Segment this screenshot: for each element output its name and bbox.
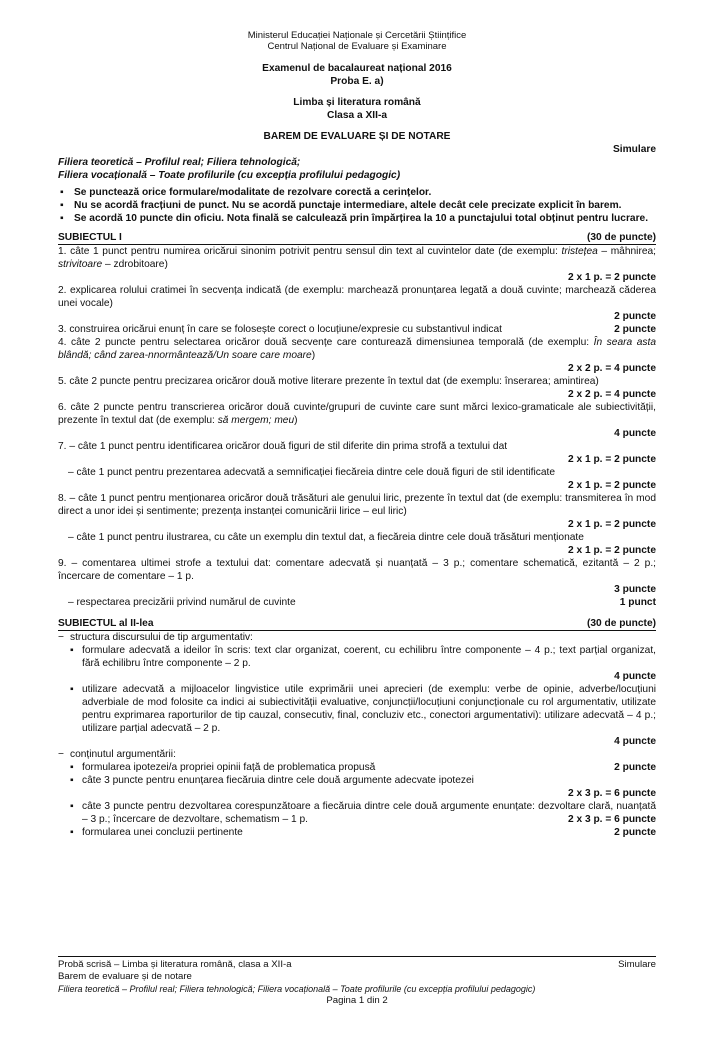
- footer-line-3: Filiera teoretică – Profilul real; Filiera tehnologică; Filiera vocațională – Toate profilurile (cu excepția profilului pedagogic): [58, 984, 536, 994]
- content-item-3: ▪ câte 3 puncte pentru dezvoltarea corespunzătoare a fiecăruia dintre cele două argumente enunțate: dezvoltare clară, nuanțată – 3 p.; încercare de dezvoltare, schematism – 1 p. 2 x 3 p. = 6 puncte: [58, 800, 656, 826]
- item-5-score: 2 x 2 p. = 4 puncte: [567, 389, 656, 400]
- item-5: 5. câte 2 puncte pentru precizarea oricăror două motive literare prezente în textul dat (de exemplu: înserarea; amintirea): [58, 376, 599, 387]
- item-7b-score: 2 x 1 p. = 2 puncte: [567, 480, 656, 491]
- rule-item: ▪ Nu se acordă fracțiuni de punct. Nu se acordă punctaje intermediare, altele decât cele precizate explicit în barem.: [58, 199, 656, 212]
- simulare-label: Simulare: [612, 144, 656, 155]
- item-1: 1. câte 1 punct pentru numirea oricărui sinonim potrivit pentru sensul din text al cuvintelor date (de exemplu: tristețea – mâhnirea; strivitoare – zdrobitoare): [58, 246, 656, 270]
- footer-simulare: Simulare: [618, 959, 656, 970]
- structure-item-1: ▪ formulare adecvată a ideilor în scris: text clar organizat, coerent, cu echilibru între componente – 4 p.; text parțial organizat, fără echilibru între componente – 2 p.: [58, 644, 656, 670]
- item-8b-score: 2 x 1 p. = 2 puncte: [567, 545, 656, 556]
- structure-heading: − structura discursului de tip argumentativ:: [58, 631, 656, 644]
- item-3: 3. construirea oricărui enunț în care se folosește corect o locuțiune/expresie cu substantivul indicat 2 puncte: [58, 324, 656, 335]
- item-7a: 7. – câte 1 punct pentru identificarea oricăror două figuri de stil diferite din prima strofă a textului dat: [58, 441, 508, 452]
- item-2-score: 2 puncte: [614, 311, 656, 322]
- proba-label: Proba E. a): [330, 76, 384, 87]
- section-1-heading: SUBIECTUL I (30 de puncte): [58, 232, 656, 243]
- rules-list: [58, 186, 656, 225]
- item-7b: – câte 1 punct pentru prezentarea adecvată a semnificației fiecăreia dintre cele două figuri de stil identificate: [68, 467, 556, 478]
- subject-label: Limba și literatura română: [293, 97, 421, 108]
- exam-title: Examenul de bacalaureat național 2016: [262, 63, 452, 74]
- content-item-4: ▪ formularea unei concluzii pertinente 2 puncte: [58, 826, 656, 839]
- footer-line-2: Barem de evaluare și de notare: [58, 971, 192, 982]
- item-8a-score: 2 x 1 p. = 2 puncte: [567, 519, 656, 530]
- item-1-score: 2 x 1 p. = 2 puncte: [567, 272, 656, 283]
- document-page: [58, 30, 656, 839]
- rule-item: ▪ Se punctează orice formulare/modalitate de rezolvare corectă a cerințelor.: [58, 186, 656, 199]
- class-label: Clasa a XII-a: [326, 110, 388, 121]
- rule-item: ▪ Se acordă 10 puncte din oficiu. Nota finală se calculează prin împărțirea la 10 a punctajului total obținut pentru lucrare.: [58, 212, 656, 225]
- item-7a-score: 2 x 1 p. = 2 puncte: [567, 454, 656, 465]
- item-6-score: 4 puncte: [614, 428, 656, 439]
- content-item-2: ▪ câte 3 puncte pentru enunțarea fiecăruia dintre cele două argumente adecvate ipotezei: [58, 774, 656, 787]
- content-item-2-score: 2 x 3 p. = 6 puncte: [567, 788, 656, 799]
- page-number: Pagina 1 din 2: [326, 995, 388, 1006]
- item-8b: – câte 1 punct pentru ilustrarea, cu câte un exemplu din textul dat, a fiecăreia dintre cele două trăsături menționate: [68, 532, 584, 543]
- item-8a: 8. – câte 1 punct pentru menționarea oricăror două trăsături ale genului liric, prezente în textul dat (de exemplu: transmiterea în mod direct a unor idei și sentimente; prezența instanței comunicării lirice – eul liric): [58, 493, 656, 517]
- section-2-heading: SUBIECTUL al II-lea (30 de puncte): [58, 618, 656, 629]
- filiera-line-2: Filiera vocațională – Toate profilurile (cu excepția profilului pedagogic): [58, 170, 401, 181]
- structure-item-1-score: 4 puncte: [614, 671, 656, 682]
- item-9a-score: 3 puncte: [614, 584, 656, 595]
- item-6: 6. câte 2 puncte pentru transcrierea oricăror două cuvinte/grupuri de cuvinte care sunt mărci lexico-gramaticale ale subiectivității, prezente în textul dat (de exemplu: să mergem; meu): [58, 402, 656, 426]
- page-footer: [58, 956, 656, 1007]
- ministry-header: Ministerul Educației Naționale și Cercetării Științifice: [247, 30, 467, 41]
- structure-item-2-score: 4 puncte: [614, 736, 656, 747]
- filiera-line-1: Filiera teoretică – Profilul real; Filiera tehnologică;: [58, 157, 301, 168]
- item-9a: 9. – comentarea ultimei strofe a textului dat: comentare adecvată și nuanțată – 3 p.; comentare schematică, ezitantă – 2 p.; încercare de comentare – 1 p.: [58, 558, 656, 582]
- structure-item-2: ▪ utilizare adecvată a mijloacelor lingvistice utile exprimării unei aprecieri (de exemplu: verbe de opinie, adverbe/locuțiuni adverbiale de mod folosite ca indici ai subiectivității evaluative, conjuncții/locuțiuni conjuncționale cu rol argumentativ, utilizate pentru exprimarea raporturilor de tip cauzal, consecutiv, final, concluziv etc., conectori argumentativi): utilizare adecvată – 4 p.; utilizare parțial adecvată – 2 p.: [58, 683, 656, 735]
- content-item-1: ▪ formularea ipotezei/a propriei opinii față de problematica propusă 2 puncte: [58, 761, 656, 774]
- item-2: 2. explicarea rolului cratimei în secvența indicată (de exemplu: marchează pronunțarea legată a două cuvinte; marchează căderea unei vocale): [58, 285, 656, 309]
- center-header: Centrul Național de Evaluare și Examinare: [267, 41, 447, 52]
- page-title: BAREM DE EVALUARE ȘI DE NOTARE: [263, 131, 451, 142]
- footer-line-1: Probă scrisă – Limba și literatura română, clasa a XII-a: [58, 959, 292, 970]
- item-4: 4. câte 2 puncte pentru selectarea oricăror două secvențe care conturează dimensiunea temporală (de exemplu: În seara asta blândă; când zarea-nnormântează/Un soare care moare): [58, 337, 656, 361]
- item-4-score: 2 x 2 p. = 4 puncte: [567, 363, 656, 374]
- content-heading: − conținutul argumentării:: [58, 748, 656, 761]
- item-9b: – respectarea precizării privind numărul de cuvinte 1 punct: [68, 597, 656, 608]
